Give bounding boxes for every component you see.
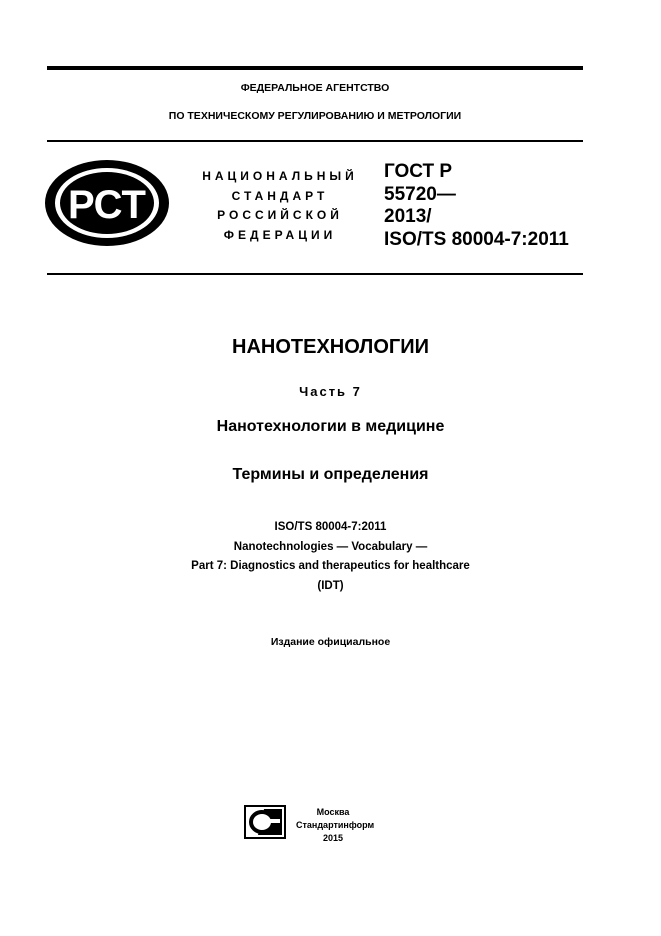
subtitle-2: Термины и определения xyxy=(232,466,429,483)
subtitle-1: Нанотехнологии в медицине xyxy=(216,418,445,435)
standard-type-line: НАЦИОНАЛЬНЫЙ xyxy=(202,169,358,183)
standard-type xyxy=(195,167,365,245)
publisher-line: Стандартинформ xyxy=(296,820,375,830)
iso-reference xyxy=(0,518,661,596)
header-top-rule xyxy=(47,66,583,70)
publisher-line: Москва xyxy=(316,807,350,817)
standard-type-line: ФЕДЕРАЦИИ xyxy=(223,227,337,242)
rst-logo-icon xyxy=(42,157,172,249)
iso-reference-line: Nanotechnologies — Vocabulary — xyxy=(233,540,428,553)
iso-reference-line: (IDT) xyxy=(317,579,344,592)
iso-reference-line: ISO/TS 80004-7:2011 xyxy=(274,521,387,533)
designation-line: ГОСТ Р xyxy=(384,161,453,182)
document-title: НАНОТЕХНОЛОГИИ xyxy=(232,336,429,358)
agency-line-2: ПО ТЕХНИЧЕСКОМУ РЕГУЛИРОВАНИЮ И МЕТРОЛОГИИ xyxy=(168,110,462,122)
edition-label: Издание официальное xyxy=(270,636,391,648)
rst-logo-text: РСТ xyxy=(67,183,147,227)
publisher-imprint xyxy=(296,806,375,845)
designation-line: 55720— xyxy=(384,183,456,205)
standard-type-line: РОССИЙСКОЙ xyxy=(217,208,343,222)
standard-type-line: СТАНДАРТ xyxy=(231,188,329,203)
designation-line: ISO/TS 80004-7:2011 xyxy=(384,228,569,250)
part-number: Часть 7 xyxy=(299,384,362,399)
publisher-line: 2015 xyxy=(322,833,344,843)
standard-designation xyxy=(384,161,569,251)
header-divider xyxy=(47,140,583,142)
standartinform-logo-icon xyxy=(244,805,286,839)
designation-line: 2013/ xyxy=(384,206,432,227)
header-bottom-rule xyxy=(47,273,583,275)
agency-line-1: ФЕДЕРАЛЬНОЕ АГЕНТСТВО xyxy=(240,82,390,94)
iso-reference-line: Part 7: Diagnostics and therapeutics for healthcare xyxy=(191,560,470,572)
